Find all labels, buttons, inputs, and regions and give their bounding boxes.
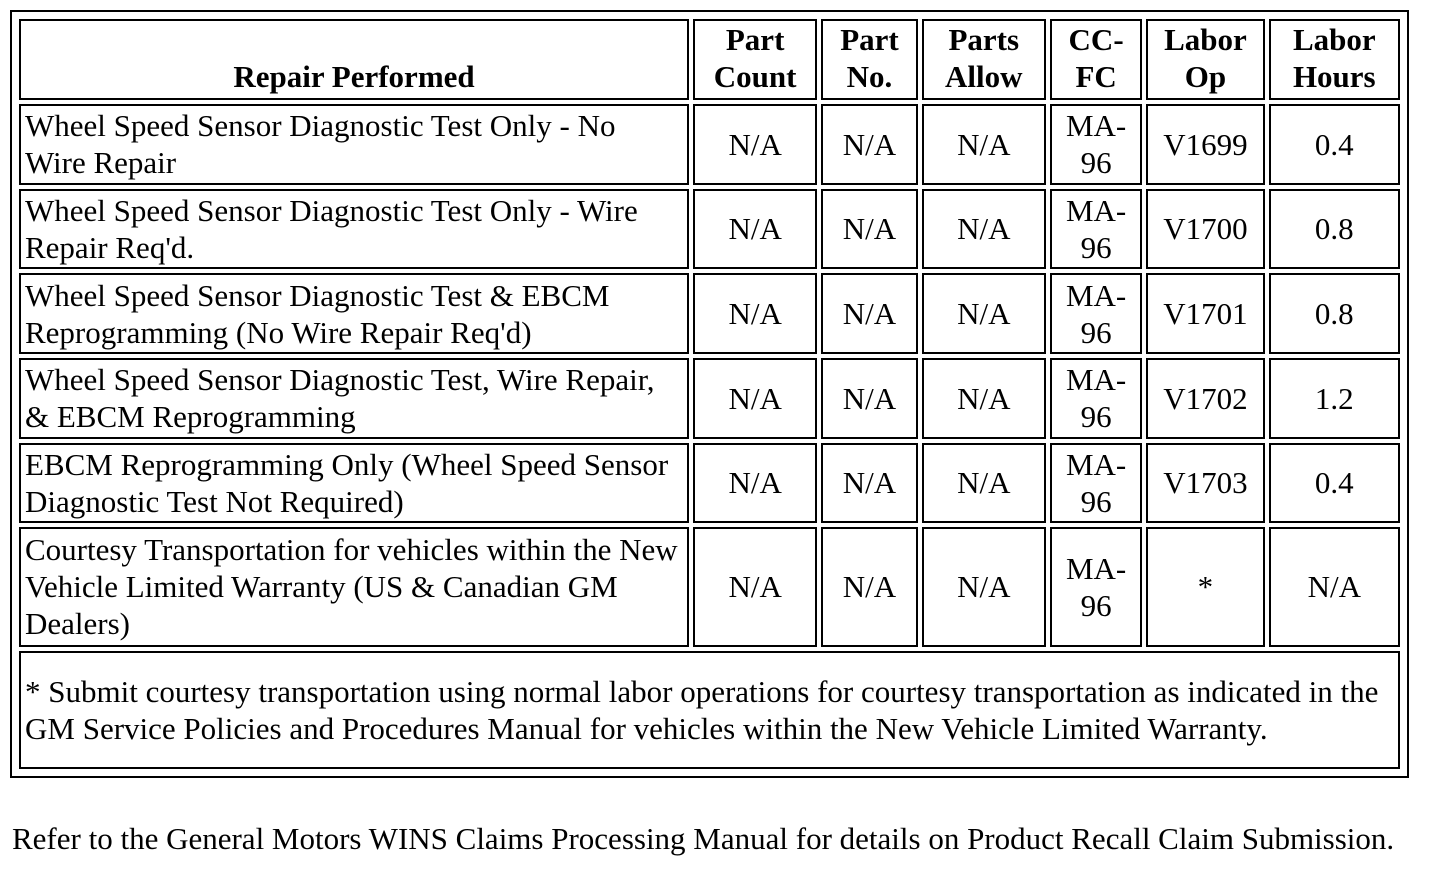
parts-allow-cell: N/A (922, 273, 1046, 354)
part-no-cell: N/A (821, 104, 917, 185)
labor-op-cell: V1701 (1146, 273, 1264, 354)
labor-hours-cell: 0.4 (1269, 104, 1400, 185)
table-row (19, 527, 1400, 646)
claims-manual-reference: Refer to the General Motors WINS Claims Processing Manual for details on Product Recall Claim Submission. (12, 821, 1395, 856)
table-row (19, 104, 1400, 185)
repair-performed-cell: Wheel Speed Sensor Diagnostic Test Only - Wire Repair Req'd. (19, 189, 689, 270)
part-count-cell: N/A (693, 527, 817, 646)
header-parts-allow: Parts Allow (922, 19, 1046, 100)
labor-hours-cell: N/A (1269, 527, 1400, 646)
labor-operations-table-frame (10, 10, 1409, 778)
labor-hours-cell: 0.4 (1269, 443, 1400, 524)
part-no-cell: N/A (821, 443, 917, 524)
header-row (19, 19, 1400, 100)
footnote-row (19, 651, 1400, 769)
repair-performed-cell: Courtesy Transportation for vehicles within the New Vehicle Limited Warranty (US & Canadian GM Dealers) (19, 527, 689, 646)
part-no-cell: N/A (821, 527, 917, 646)
table-row (19, 443, 1400, 524)
header-labor-op: Labor Op (1146, 19, 1264, 100)
parts-allow-cell: N/A (922, 527, 1046, 646)
part-count-cell: N/A (693, 358, 817, 439)
part-count-cell: N/A (693, 443, 817, 524)
part-no-cell: N/A (821, 358, 917, 439)
repair-performed-cell: EBCM Reprogramming Only (Wheel Speed Sensor Diagnostic Test Not Required) (19, 443, 689, 524)
cc-fc-cell: MA- 96 (1050, 273, 1142, 354)
header-cc-fc: CC- FC (1050, 19, 1142, 100)
cc-fc-cell: MA- 96 (1050, 104, 1142, 185)
header-part-count: Part Count (693, 19, 817, 100)
parts-allow-cell: N/A (922, 358, 1046, 439)
header-labor-hours: Labor Hours (1269, 19, 1400, 100)
parts-allow-cell: N/A (922, 189, 1046, 270)
labor-hours-cell: 0.8 (1269, 189, 1400, 270)
header-part-no: Part No. (821, 19, 917, 100)
header-repair-performed: Repair Performed (19, 19, 689, 100)
labor-op-cell: V1703 (1146, 443, 1264, 524)
repair-performed-cell: Wheel Speed Sensor Diagnostic Test Only - No Wire Repair (19, 104, 689, 185)
table-row (19, 189, 1400, 270)
part-no-cell: N/A (821, 273, 917, 354)
labor-op-cell: * (1146, 527, 1264, 646)
part-count-cell: N/A (693, 189, 817, 270)
labor-hours-cell: 1.2 (1269, 358, 1400, 439)
cc-fc-cell: MA- 96 (1050, 358, 1142, 439)
labor-op-cell: V1700 (1146, 189, 1264, 270)
labor-hours-cell: 0.8 (1269, 273, 1400, 354)
repair-performed-cell: Wheel Speed Sensor Diagnostic Test, Wire Repair, & EBCM Reprogramming (19, 358, 689, 439)
repair-performed-cell: Wheel Speed Sensor Diagnostic Test & EBCM Reprogramming (No Wire Repair Req'd) (19, 273, 689, 354)
part-count-cell: N/A (693, 273, 817, 354)
cc-fc-cell: MA- 96 (1050, 443, 1142, 524)
cc-fc-cell: MA- 96 (1050, 527, 1142, 646)
labor-op-cell: V1699 (1146, 104, 1264, 185)
labor-operations-table (15, 15, 1404, 773)
parts-allow-cell: N/A (922, 443, 1046, 524)
table-row (19, 273, 1400, 354)
cc-fc-cell: MA- 96 (1050, 189, 1142, 270)
footnote: * Submit courtesy transportation using normal labor operations for courtesy transportation as indicated in the GM Service Policies and Procedures Manual for vehicles within the New Vehicle Limited Warranty. (19, 651, 1400, 769)
part-no-cell: N/A (821, 189, 917, 270)
labor-op-cell: V1702 (1146, 358, 1264, 439)
parts-allow-cell: N/A (922, 104, 1046, 185)
table-row (19, 358, 1400, 439)
part-count-cell: N/A (693, 104, 817, 185)
